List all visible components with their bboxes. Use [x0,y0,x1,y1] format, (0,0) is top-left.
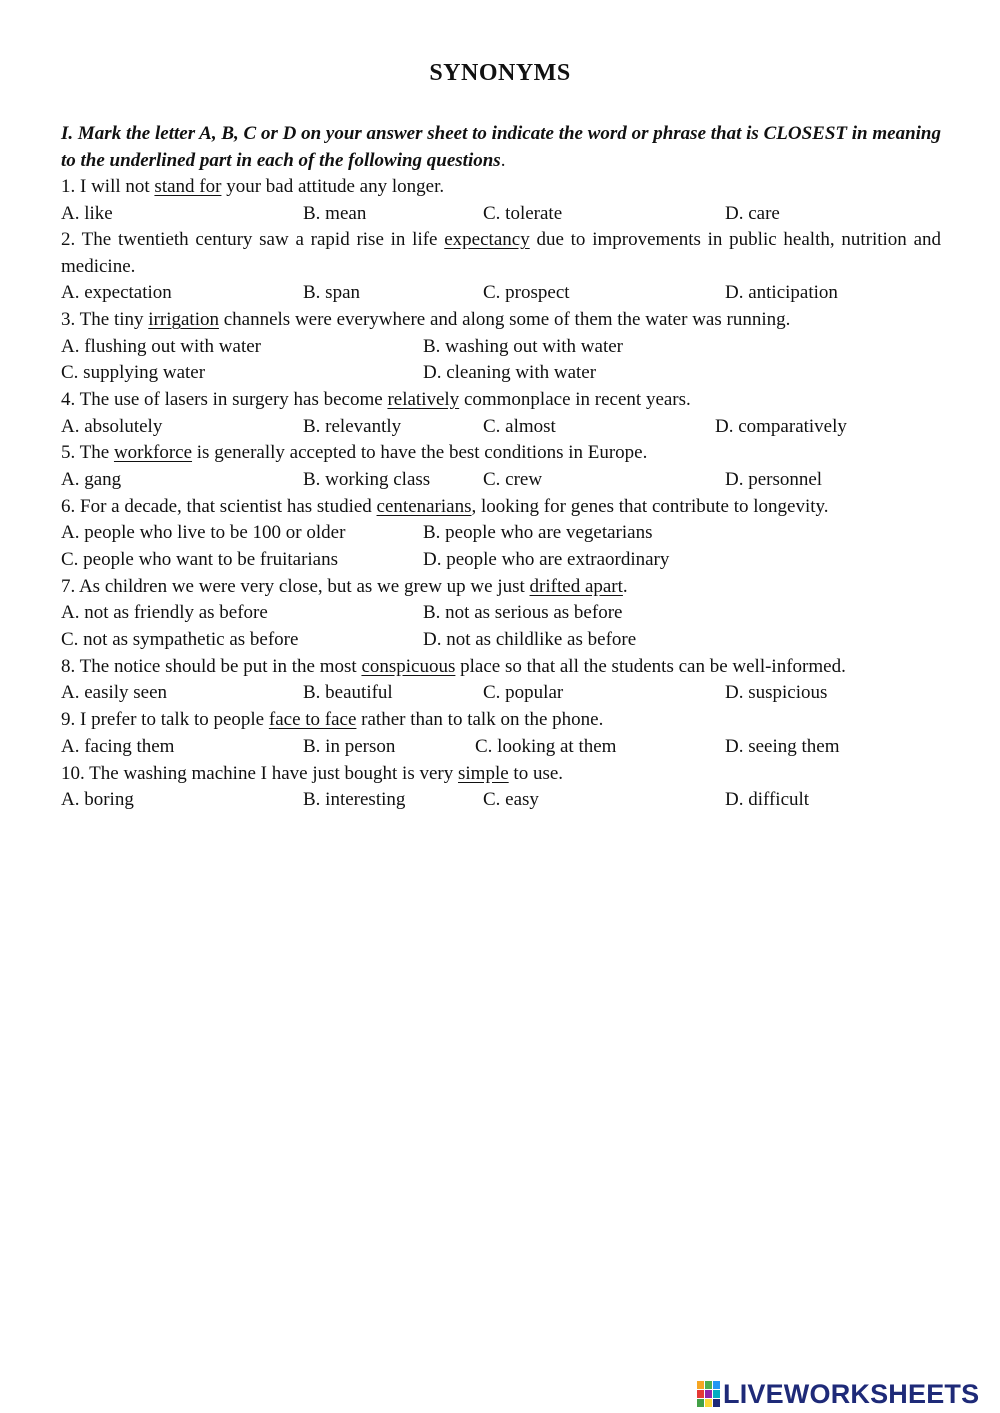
instruction [61,121,941,174]
option-a[interactable]: A. easily seen [61,682,168,704]
option-c[interactable]: C. easy [483,789,539,811]
question-4: 4. The use of lasers in surgery has become relatively commonplace in recent years. [61,389,691,411]
option-c[interactable]: C. not as sympathetic as before [61,629,299,651]
question-10: 10. The washing machine I have just bought is very simple to use. [61,762,564,784]
question-2: 2. The twentieth century saw a rapid rise in life expectancy due to improvements in public health, nutrition and medicine. [61,229,941,277]
option-d[interactable]: D. difficult [725,789,810,811]
options-row [61,734,941,761]
question-6: 6. For a decade, that scientist has studied centenarians, looking for genes that contribute to longevity. [61,495,829,517]
options-row [61,201,941,228]
underlined-phrase: workforce [113,442,193,464]
underlined-phrase: expectancy [444,229,530,251]
liveworksheets-logo[interactable] [697,1378,979,1410]
option-c[interactable]: C. almost [483,415,556,437]
option-b[interactable]: B. washing out with water [423,335,624,357]
underlined-phrase: simple [458,762,509,784]
option-c[interactable]: C. tolerate [483,202,563,224]
options-row [61,280,941,307]
option-b[interactable]: B. span [303,282,360,304]
options-row [61,360,941,387]
option-a[interactable]: A. people who live to be 100 or older [61,522,346,544]
option-d[interactable]: D. care [725,202,780,224]
option-c[interactable]: C. crew [483,468,543,490]
option-d[interactable]: D. suspicious [725,682,828,704]
option-a[interactable]: A. absolutely [61,415,163,437]
option-d[interactable]: D. not as childlike as before [423,629,637,651]
question-9: 9. I prefer to talk to people face to face rather than to talk on the phone. [61,709,604,731]
option-d[interactable]: D. seeing them [725,735,840,757]
option-d[interactable]: D. comparatively [715,415,847,437]
page-title: SYNONYMS [429,60,571,86]
worksheet-content [61,121,941,814]
options-row [61,600,941,627]
option-a[interactable]: A. gang [61,468,122,490]
logo-text: LIVEWORKSHEETS [723,1378,980,1409]
options-row [61,787,941,814]
option-d[interactable]: D. people who are extraordinary [423,549,670,571]
option-d[interactable]: D. anticipation [725,282,838,304]
underlined-phrase: face to face [268,709,357,731]
question-5: 5. The workforce is generally accepted to have the best conditions in Europe. [61,442,648,464]
underlined-phrase: stand for [154,176,222,197]
option-c[interactable]: C. looking at them [475,735,617,757]
question-1: 1. I will not stand for your bad attitude any longer. [61,176,445,197]
option-c[interactable]: C. people who want to be fruitarians [61,549,339,571]
option-c[interactable]: C. popular [483,682,564,704]
option-b[interactable]: B. in person [303,735,396,757]
option-b[interactable]: B. working class [303,468,431,490]
option-b[interactable]: B. people who are vegetarians [423,522,653,544]
question-7: 7. As children we were very close, but as we grew up we just drifted apart. [61,575,628,597]
options-row [61,547,941,574]
instruction-text: I. Mark the letter A, B, C or D on your answer sheet to indicate the word or phrase that is CLOSEST in meaning to the underlined part in each of the following questions [61,123,941,171]
option-a[interactable]: A. boring [61,789,134,811]
question-8: 8. The notice should be put in the most conspicuous place so that all the students can be well-informed. [61,655,846,677]
question-3: 3. The tiny irrigation channels were everywhere and along some of them the water was running. [61,309,791,331]
underlined-phrase: drifted apart [529,575,623,597]
option-d[interactable]: D. personnel [725,468,823,490]
option-a[interactable]: A. not as friendly as before [61,602,268,624]
option-b[interactable]: B. beautiful [303,682,393,704]
options-row [61,414,941,441]
option-b[interactable]: B. not as serious as before [423,602,623,624]
option-a[interactable]: A. flushing out with water [61,335,262,357]
underlined-phrase: conspicuous [361,655,456,677]
option-a[interactable]: A. expectation [61,282,172,304]
option-b[interactable]: B. interesting [303,789,406,811]
instruction-period: . [500,149,506,171]
option-d[interactable]: D. cleaning with water [423,362,597,384]
liveworksheets-logo-icon [697,1380,721,1408]
option-a[interactable]: A. facing them [61,735,175,757]
option-b[interactable]: B. relevantly [303,415,402,437]
option-c[interactable]: C. supplying water [61,362,206,384]
underlined-phrase: irrigation [148,309,219,331]
underlined-phrase: centenarians [376,495,472,517]
options-row [61,627,941,654]
underlined-phrase: relatively [387,389,460,411]
option-c[interactable]: C. prospect [483,282,570,304]
options-row [61,334,941,361]
option-a[interactable]: A. like [61,202,113,224]
option-b[interactable]: B. mean [303,202,367,224]
options-row [61,680,941,707]
options-row [61,467,941,494]
options-row [61,520,941,547]
